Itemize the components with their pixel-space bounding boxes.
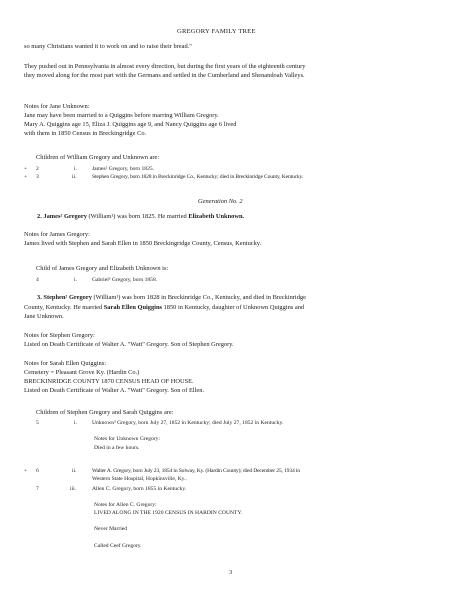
notes-sarah-line-1: Cemetery = Pleasant Grove Ky. (Hardin Co.) [24, 369, 140, 376]
child-row-roman: i. [74, 420, 77, 426]
notes-allen-called: Called Ceef Gregory. [94, 543, 142, 549]
notes-sarah-line-3: Listed on Death Certificate of Walter A. "Watt" Gregory. Son of Ellen. [24, 387, 205, 394]
page-header-title: GREGORY FAMILY TREE [177, 28, 256, 35]
stephen-entry-line-3: Jane Unknown. [24, 313, 64, 320]
stephen-spouse: Sarah Ellen Quiggins [103, 304, 162, 311]
notes-sarah-line-2: BRECKINRIDGE COUNTY 1870 CENSUS HEAD OF HOUSE. [24, 378, 194, 385]
notes-allen-never-married: Never Married [94, 526, 128, 532]
stephen-entry-line-1 [37, 295, 306, 301]
child-row-text: Allen C. Gregory, born 1855 in Kentucky. [92, 486, 187, 492]
child-row-number: 3 [36, 174, 39, 180]
page-number: 3 [229, 569, 233, 576]
child-row-roman: i. [74, 166, 77, 172]
child-row-number: 4 [36, 277, 39, 283]
child-row-plus: + [24, 174, 28, 180]
stephen-text-1: was born 1828 in Breckinridge Co., Kentucky, and died in Breckinridge [120, 294, 306, 301]
child-row-text: James² Gregory, born 1825. [92, 166, 155, 172]
notes-stephen-heading: Notes for Stephen Gregory: [24, 332, 95, 339]
child-row-roman: ii. [72, 468, 77, 474]
notes-stephen-line: Listed on Death Certificate of Walter A. "Watt" Gregory. Son of Stephen Gregory. [24, 341, 234, 348]
notes-sarah-heading: Notes for Sarah Ellen Quiggins: [24, 360, 106, 367]
child-row-roman: i. [74, 277, 77, 283]
stephen-parent: (William¹) [93, 294, 121, 301]
child-row-text-continued: Western State Hospital, Hopkinsville, Ky.. [92, 476, 187, 482]
notes-jane-heading: Notes for Jane Unknown: [24, 103, 90, 110]
notes-allen-line: LIVED ALONG IN THE 1920 CENSUS IN HARDIN COUNTY. [94, 510, 243, 516]
notes-jane-line-3: with them in 1850 Census in Breckingridge Co. [24, 130, 147, 137]
child-row-number: 5 [36, 420, 39, 426]
child-row-text: Unknown³ Gregory, born July 27, 1852 in Kentucky; died July 27, 1852 in Kentucky. [92, 420, 284, 426]
stephen-text-2b: 1850 in Kentucky, daughter of Unknown Quiggins and [162, 304, 305, 311]
generation-title: Generation No. 2 [198, 198, 243, 205]
child-row-roman: ii. [72, 174, 77, 180]
child-row-number: 7 [36, 486, 39, 492]
child-row-number: 6 [36, 468, 39, 474]
notes-james-heading: Notes for James Gregory: [24, 231, 90, 238]
james-entry [37, 214, 244, 220]
notes-unknown-heading: Notes for Unknown Gregory: [94, 436, 161, 442]
notes-jane-line-1: Jane may have been married to a Quiggins before marring William Gregory. [24, 112, 219, 119]
james-number: 2. [37, 213, 42, 220]
notes-unknown-line: Died in a few hours. [94, 445, 140, 451]
james-text: was born 1825. He married [115, 213, 189, 220]
children-stephen-heading: Children of Stephen Gregory and Sarah Quiggins are: [36, 409, 174, 416]
child-row-plus: + [24, 166, 28, 172]
james-spouse: Elizabeth Unknown. [188, 213, 245, 220]
child-row-text: Gabriel³ Gregory, born 1858. [92, 277, 158, 283]
child-row-text: Stephen Gregory, born 1828 in Breckinridge Co., Kentucky; died in Breckinridge County, Kentucky. [92, 174, 304, 180]
stephen-entry-line-2 [24, 305, 304, 311]
james-name: James² Gregory [43, 213, 87, 220]
stephen-text-2a: County, Kentucky. He married [24, 304, 104, 311]
child-row-number: 2 [36, 166, 39, 172]
notes-allen-heading: Notes for Allen C. Gregory: [94, 502, 157, 508]
children-william-heading: Children of William Gregory and Unknown are: [36, 154, 160, 161]
intro-line-3: they moved along for the most part with the Germans and settled in the Cumberland and Shenandoah Valleys. [24, 72, 305, 79]
child-james-heading: Child of James Gregory and Elizabeth Unknown is: [36, 265, 169, 272]
stephen-number: 3. [37, 294, 42, 301]
intro-line-2: They pushed out in Pennsylvania in almost every direction, but during the first years of the eighteenth century [24, 63, 306, 70]
child-row-text: Walter A. Gregory, born July 23, 1854 in Solway, Ky. (Hardin County); died December 25, 1934 in [92, 468, 300, 474]
child-row-roman: iii. [70, 486, 77, 492]
stephen-name: Stephen² Gregory [43, 294, 92, 301]
james-parent: (William¹) [88, 213, 116, 220]
notes-james-line: James lived with Stephen and Sarah Ellen in 1850 Breckingridge County, Census, Kentucky. [24, 240, 262, 247]
intro-line-1: so many Christians wanted it to work on and to raise their bread." [24, 43, 192, 50]
child-row-plus: + [24, 468, 28, 474]
notes-jane-line-2: Mary A. Quiggins age 15, Eliza J. Quiggins age 9, and Nancy Quiggins age 6 lived [24, 121, 237, 128]
